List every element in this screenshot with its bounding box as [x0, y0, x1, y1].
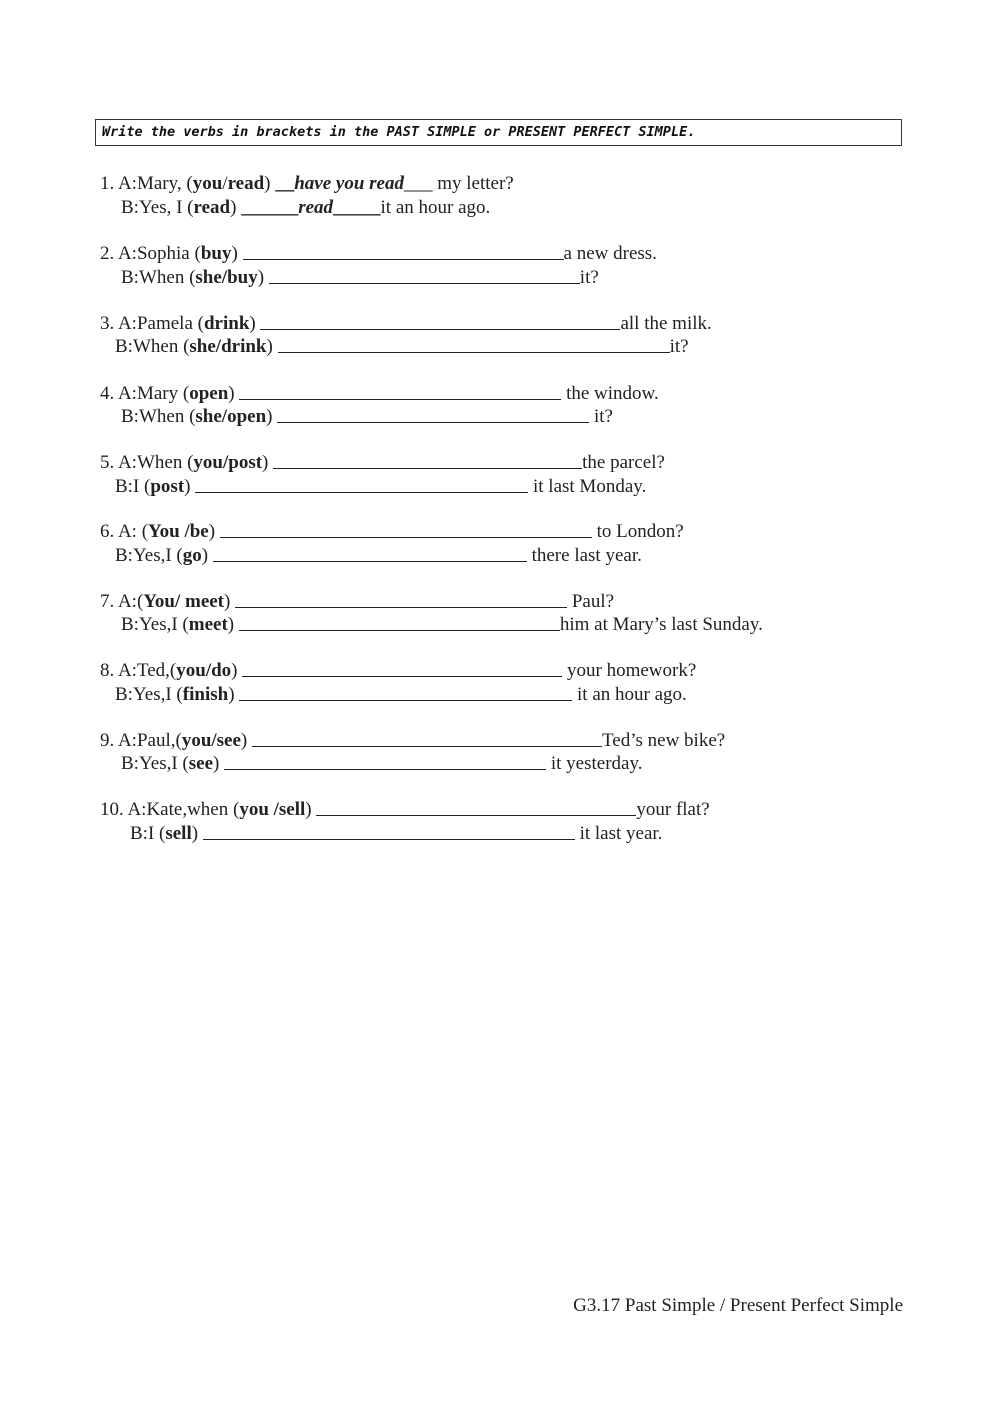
line-a [100, 381, 659, 405]
answer-blank[interactable] [435, 544, 527, 562]
answer-blank[interactable] [213, 544, 435, 562]
line-b [121, 196, 490, 220]
verb: you /sell [239, 799, 306, 820]
sentence-end: the window. [561, 383, 659, 404]
bracket: ) [191, 823, 199, 844]
verb: you/see [181, 730, 241, 751]
prompt-text: B:Yes,I ( [121, 614, 189, 635]
bracket: ) [228, 684, 235, 705]
line-b [121, 751, 642, 775]
answer-blank[interactable] [506, 798, 636, 816]
verb: you [192, 173, 223, 194]
line-b [115, 543, 642, 567]
bracket: ) [184, 476, 191, 497]
item-number: 9. [100, 730, 115, 751]
answer-blank[interactable] [239, 613, 439, 631]
verb: she/open [195, 406, 267, 427]
answer-blank[interactable] [492, 451, 582, 469]
sentence-end: my letter? [432, 173, 514, 194]
prompt-text: A:Pamela ( [117, 313, 204, 334]
answer-blank[interactable] [278, 335, 560, 353]
bracket: ) [208, 521, 216, 542]
item-number: 5. [100, 452, 115, 473]
answer-blank[interactable] [242, 659, 462, 677]
line-b [121, 404, 613, 428]
answer-blank[interactable] [235, 590, 475, 608]
answer-text[interactable]: read [298, 197, 334, 218]
sentence-end: it yesterday. [546, 753, 643, 774]
prompt-text: A: ( [117, 521, 149, 542]
verb: meet [188, 614, 228, 635]
line-a [100, 728, 725, 752]
sentence-end: it an hour ago. [572, 684, 687, 705]
answer-blank[interactable] [316, 798, 506, 816]
answer-blank[interactable] [449, 382, 561, 400]
verb-separator: / [222, 173, 228, 194]
prompt-text: B:Yes,I ( [115, 545, 183, 566]
answer-blank[interactable] [203, 822, 444, 840]
answer-text[interactable]: have you read [294, 173, 404, 194]
verb: post [150, 476, 185, 497]
item-number: 1. [100, 173, 115, 194]
bracket: ) [257, 267, 265, 288]
verb: you/do [176, 660, 232, 681]
prompt-text: A:Kate,when ( [127, 799, 240, 820]
prompt-text: B:Yes, I ( [121, 197, 194, 218]
line-b [121, 265, 599, 289]
bracket: ) [266, 406, 273, 427]
verb: You /be [148, 521, 209, 542]
bracket: ) [262, 452, 269, 473]
item-number: 7. [100, 591, 115, 612]
sentence-end: it last Monday. [528, 476, 647, 497]
sentence-end: your flat? [636, 799, 710, 820]
verb: drink [203, 313, 250, 334]
answer-blank[interactable] [560, 335, 670, 353]
prompt-text: A:Mary ( [117, 383, 190, 404]
answer-blank[interactable] [273, 451, 492, 469]
item-number: 10. [100, 799, 124, 820]
prompt-text: B:When ( [121, 406, 196, 427]
answer-blank[interactable] [239, 382, 449, 400]
line-a [100, 658, 696, 682]
sentence-end: him at Mary’s last Sunday. [559, 614, 763, 635]
answer-blank[interactable] [488, 405, 589, 423]
sentence-end: it? [579, 267, 599, 288]
bracket: ) [266, 336, 273, 357]
sentence-end: it an hour ago. [380, 197, 491, 218]
verb: she/buy [195, 267, 258, 288]
underline: __ [275, 173, 295, 194]
prompt-text: A:Mary, ( [117, 173, 193, 194]
answer-blank[interactable] [492, 729, 602, 747]
answer-blank[interactable] [239, 683, 451, 701]
line-b [130, 821, 662, 845]
line-a [100, 311, 712, 335]
bracket: ) [231, 660, 238, 681]
verb: buy [200, 243, 232, 264]
item-number: 4. [100, 383, 115, 404]
answer-blank[interactable] [252, 729, 492, 747]
line-a [100, 241, 657, 265]
bracket: ) [228, 383, 235, 404]
line-a [100, 519, 684, 543]
answer-blank[interactable] [224, 752, 475, 770]
item-number: 6. [100, 521, 115, 542]
answer-blank[interactable] [500, 520, 592, 538]
sentence-end: all the milk. [620, 313, 712, 334]
sentence-end: it? [669, 336, 689, 357]
bracket: ) [213, 753, 220, 774]
prompt-text: A:Sophia ( [117, 243, 201, 264]
verb: open [189, 383, 229, 404]
bracket: ) [240, 730, 248, 751]
instruction-box [95, 119, 902, 146]
answer-blank[interactable] [195, 475, 436, 493]
bracket: ) [201, 545, 209, 566]
item-number: 8. [100, 660, 115, 681]
bracket: ) [224, 591, 231, 612]
prompt-text: A:( [117, 591, 144, 612]
answer-blank[interactable] [220, 520, 500, 538]
verb: finish [182, 684, 229, 705]
item-number: 3. [100, 313, 115, 334]
bracket: ) [249, 313, 256, 334]
verb: sell [165, 823, 192, 844]
sentence-end: there last year. [526, 545, 642, 566]
prompt-text: B:I ( [130, 823, 166, 844]
line-a [100, 589, 614, 613]
line-b [115, 334, 689, 358]
item-number: 2. [100, 243, 115, 264]
prompt-text: A:Paul,( [117, 730, 182, 751]
page-footer: G3.17 Past Simple / Present Perfect Simple [573, 1295, 903, 1316]
verb: see [188, 753, 214, 774]
bracket: ) [231, 243, 238, 264]
prompt-text: A:Ted,( [117, 660, 177, 681]
sentence-end: to London? [591, 521, 684, 542]
answer-blank[interactable] [475, 752, 546, 770]
answer-blank[interactable] [269, 266, 580, 284]
line-b [121, 612, 763, 636]
prompt-text: A:When ( [117, 452, 194, 473]
underline: ______ [241, 197, 299, 218]
answer-blank[interactable] [439, 613, 560, 631]
verb: read [193, 197, 231, 218]
line-a [100, 450, 665, 474]
line-a [100, 172, 514, 196]
answer-blank[interactable] [475, 590, 567, 608]
verb: read [227, 173, 265, 194]
sentence-end: Paul? [567, 591, 615, 612]
line-b [115, 682, 687, 706]
prompt-text: B:Yes,I ( [121, 753, 189, 774]
sentence-end: it last year. [574, 823, 663, 844]
answer-blank[interactable] [444, 822, 575, 840]
verb: you/post [193, 452, 263, 473]
bracket: ) [305, 799, 312, 820]
answer-blank[interactable] [243, 242, 463, 260]
sentence-end: a new dress. [563, 243, 657, 264]
answer-blank[interactable] [463, 242, 564, 260]
sentence-end: it? [589, 406, 613, 427]
answer-blank[interactable] [277, 405, 488, 423]
answer-blank[interactable] [451, 683, 572, 701]
sentence-end: your homework? [562, 660, 697, 681]
underline: ___ [404, 173, 433, 194]
verb: go [182, 545, 202, 566]
underline: _____ [333, 197, 381, 218]
prompt-text: B:When ( [121, 267, 196, 288]
verb: You/ meet [143, 591, 225, 612]
prompt-text: B:I ( [115, 476, 151, 497]
answer-blank[interactable] [260, 312, 620, 330]
answer-blank[interactable] [462, 659, 562, 677]
line-a [100, 797, 710, 821]
sentence-end: the parcel? [582, 452, 665, 473]
prompt-text: B:Yes,I ( [115, 684, 183, 705]
bracket: ) [264, 173, 271, 194]
sentence-end: Ted’s new bike? [602, 730, 726, 751]
bracket: ) [227, 614, 235, 635]
bracket: ) [230, 197, 237, 218]
answer-blank[interactable] [436, 475, 528, 493]
line-b [115, 474, 646, 498]
verb: she/drink [189, 336, 267, 357]
prompt-text: B:When ( [115, 336, 190, 357]
instruction-text: Write the verbs in brackets in the PAST SIMPLE or PRESENT PERFECT SIMPLE. [102, 124, 696, 140]
